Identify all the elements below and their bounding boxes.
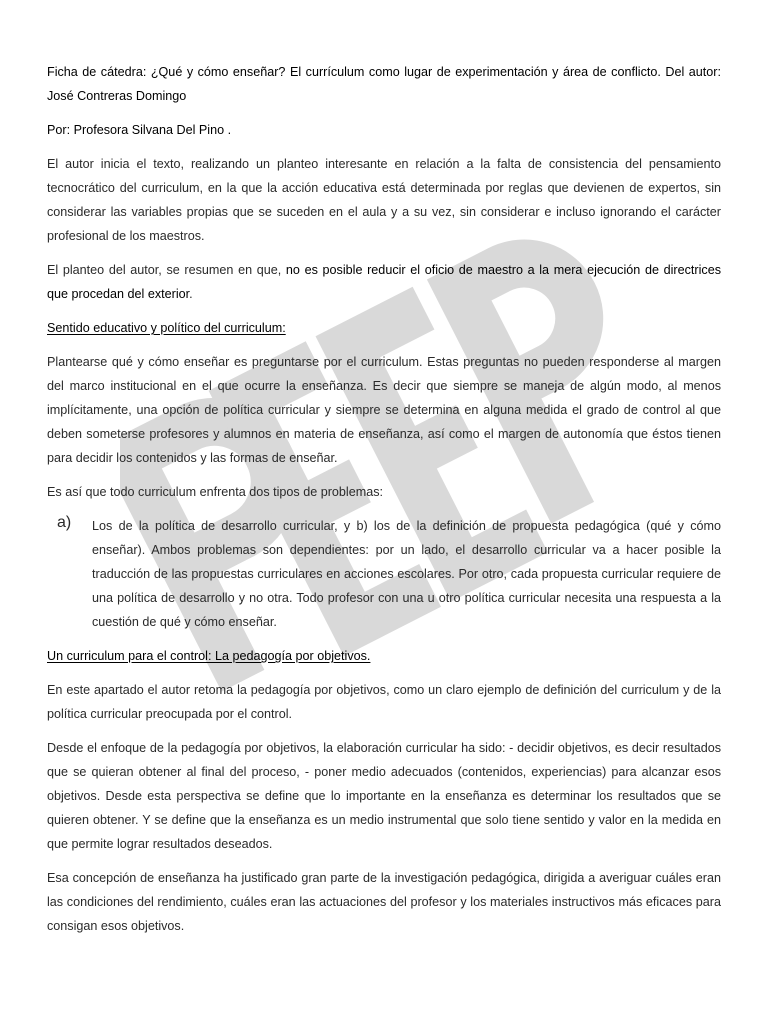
section2-paragraph-1: En este apartado el autor retoma la pedagogía por objetivos, como un claro ejemplo de definición del curriculum y de la política curricular preocupada por el control. [47,683,721,721]
section1-paragraph-2: Es así que todo curriculum enfrenta dos tipos de problemas: [47,485,384,499]
section2-paragraph-3: Esa concepción de enseñanza ha justificado gran parte de la investigación pedagógica, dirigida a averiguar cuáles eran las condiciones del rendimiento, cuáles eran las actuaciones del profesor y los materiales instructivos más eficaces para consigan esos objetivos. [47,871,721,933]
list-marker: a) [57,514,72,531]
section-heading-sentido: Sentido educativo y político del curriculum: [47,321,286,335]
section-heading-control: Un curriculum para el control: La pedagogía por objetivos. [47,649,371,663]
section1-paragraph-1: Plantearse qué y cómo enseñar es preguntarse por el curriculum. Estas preguntas no pueden responderse al margen del marco institucional en el que ocurre la enseñanza. Es decir que siempre se maneja de algún modo, al menos implícitamente, una opción de política curricular y siempre se determina en alguna medida el grado de control al que deben someterse profesores y alumnos en materia de enseñanza, así como el margen de autonomía que éstos tienen para decidir los contenidos y las formas de enseñar. [47,355,721,465]
document-title: Ficha de cátedra: ¿Qué y cómo enseñar? El currículum como lugar de experimentación y área de conflicto. Del autor: José Contreras Domingo [47,65,721,103]
intro-p2-emphasis: no es posible reducir el oficio de maestro a la mera ejecución de directrices que procedan del exterior [47,263,721,301]
author-byline: Por: Profesora Silvana Del Pino . [47,123,232,137]
list-item [57,514,721,634]
intro-p2-lead: El planteo del autor, se resumen en que, [47,263,286,277]
list-item-text: Los de la política de desarrollo curricular, y b) los de la definición de propuesta pedagógica (qué y cómo enseñar). Ambos problemas son dependientes: por un lado, el desarrollo curricular va a hacer posible la traducción de las propuestas curriculares en acciones escolares. Por otro, cada propuesta curricular requiere de una política de desarrollo y no otra. Todo profesor con una u otro política curricular necesita una respuesta a la cuestión de qué y cómo enseñar. [92,519,721,629]
intro-paragraph-1: El autor inicia el texto, realizando un planteo interesante en relación a la falta de consistencia del pensamiento tecnocrático del curriculum, en la que la acción educativa está determinada por reglas que devienen de expertos, sin considerar las variables propias que se suceden en el aula y a su vez, sin considerar e incluso ignorando el carácter profesional de los maestros. [47,157,721,243]
section2-paragraph-2: Desde el enfoque de la pedagogía por objetivos, la elaboración curricular ha sido: - decidir objetivos, es decir resultados que se quieran obtener al final del proceso, - poner medio adecuados (contenidos, experiencias) para alcanzar esos objetivos. Desde esta perspectiva se define que lo importante en la enseñanza es determinar los resultados que se quieren obtener. Y se define que la enseñanza es un medio instrumental que solo tiene sentido y valor en la medida en que permite lograr resultados deseados. [47,741,721,851]
intro-paragraph-2 [47,258,721,306]
intro-p2-end: . [189,287,193,301]
document-page [47,60,721,948]
